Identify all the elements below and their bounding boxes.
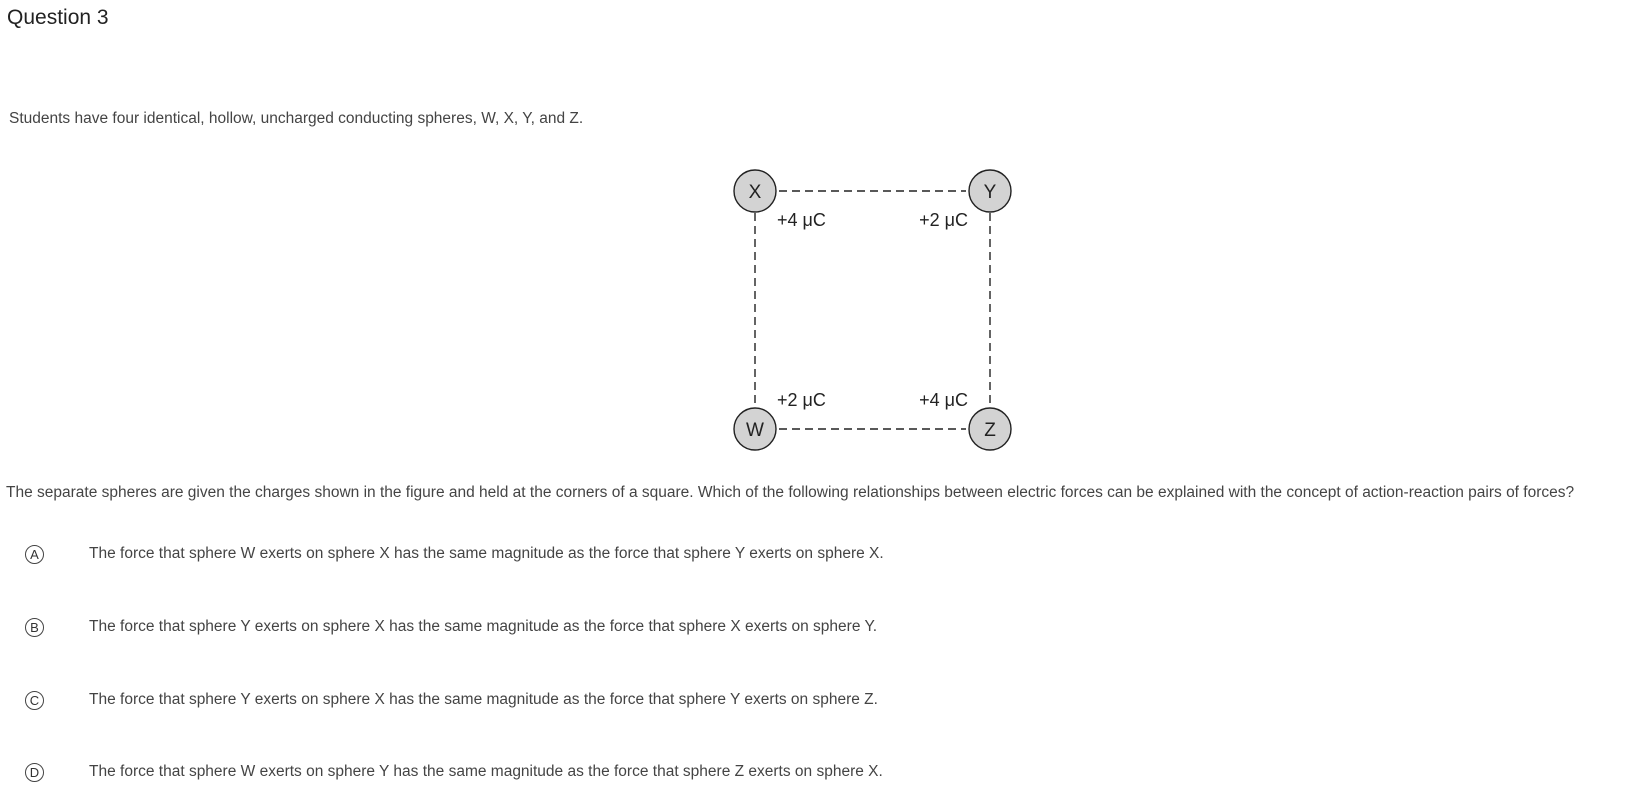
question-stem: The separate spheres are given the charges shown in the figure and held at the corners of a square. Which of the following relationships between electric forces can be explained with the concept of action-reaction pairs of forces? (6, 484, 1575, 501)
sphere-y-label: Y (983, 182, 997, 203)
option-c-radio[interactable]: C (25, 691, 44, 710)
sphere-z (969, 408, 1011, 450)
option-b-text[interactable]: The force that sphere Y exerts on sphere X has the same magnitude as the force that sphere X exerts on sphere Y. (89, 618, 878, 635)
charge-y: +2 μC (919, 210, 968, 230)
sphere-x-label: X (748, 182, 762, 203)
sphere-w-label: W (746, 420, 764, 441)
sphere-w (734, 408, 776, 450)
sphere-x (734, 170, 776, 212)
option-d-radio[interactable]: D (25, 763, 44, 782)
answer-option-d[interactable] (25, 760, 883, 784)
charge-diagram-svg (734, 168, 1014, 458)
charge-x: +4 μC (777, 210, 826, 230)
option-c-text[interactable]: The force that sphere Y exerts on sphere X has the same magnitude as the force that sphere Y exerts on sphere Z. (89, 691, 878, 708)
sphere-y (969, 170, 1011, 212)
charge-diagram (734, 168, 1014, 458)
answer-option-b[interactable] (25, 615, 878, 639)
option-a-radio[interactable]: A (25, 545, 44, 564)
question-title: Question 3 (7, 6, 109, 29)
charge-w: +2 μC (777, 390, 826, 410)
answer-option-c[interactable] (25, 688, 878, 712)
sphere-z-label: Z (984, 420, 996, 441)
option-a-text[interactable]: The force that sphere W exerts on sphere X has the same magnitude as the force that sphere Y exerts on sphere X. (89, 545, 884, 562)
question-intro: Students have four identical, hollow, uncharged conducting spheres, W, X, Y, and Z. (9, 110, 584, 127)
option-b-radio[interactable]: B (25, 618, 44, 637)
option-d-text[interactable]: The force that sphere W exerts on sphere Y has the same magnitude as the force that sphere Z exerts on sphere X. (89, 763, 883, 780)
answer-option-a[interactable] (25, 542, 884, 566)
charge-z: +4 μC (919, 390, 968, 410)
